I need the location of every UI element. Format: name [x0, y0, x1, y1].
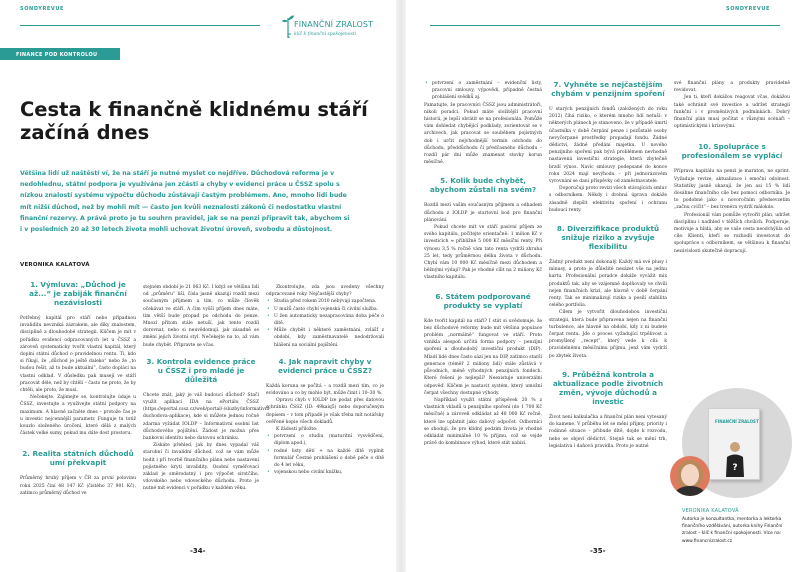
paragraph: U starých penzijních fondů (založených do roku 2012) číhá riziko, o kterém mnoho lidí netuší: v některých plánech je stanoveno, že v případě úmrtí účastníka v době čerpání penze i pozůstalé osoby nevyčerpané prostředky propadají fondu. Žádné dědictví, žádné předání majetku. U nového penzijního spoření pak bývá problémem nevhodně nastavená investiční strategie, která zbytečně brzdí výnos. Navíc smlouvy podepsané do konce roku 2024 mají nevýhodu – při jednorázovém vyrovnání se daní příspěvky od zaměstnavatele. [549, 107, 667, 185]
author-bio: Autorka je konzultantka, mentorka a lektorka finančního vzdělávání, autorka knihy Finanční zralost – klíč k finanční spokojenosti. Více na: www.financnizralost.cz [682, 517, 783, 544]
author-box [670, 370, 798, 570]
paragraph: Potřebný kapitál pro stáří nebo případnou invaliditu nevzniká zázrakem, ale díky znalostem, disciplíně a dlouhodobé strategii. Klíčem je mít v pořádku evidenci odpracovaných let u ČSSZ a zároveň systematicky tvořit vlastní kapitál, který doplní státní důchod o pravidelnou rentu. Ti, kdo si říkají, že „důchod je ještě daleko“ nebo že „to budou řešit, až to bude aktuální“, často doplácí na vlastní odklad. V důsledku pak musejí ve stáří pracovat déle, než by chtěli – často ne proto, že by chtěli, ale proto, že musí. [20, 316, 136, 394]
paragraph: Chcete znát, jaký je váš budoucí důchod? Stačí využít aplikaci IDA na ePortálu ČSSZ (https://eportal.cssz.cz/web/portal/-/sluzby/informativni-duchodova-aplikace), kde si můžete jednou ročně zdarma vyžádat IOLDP – Informativní osobní list důchodového pojištění. Žádost je možná přes bankovní identitu nebo datovou schránku. [143, 392, 271, 442]
paragraph: Průměrný hrubý příjem v ČR za první polovinu roku 2025 činí 48 147 Kč (čistého 37 901 Kč), zatímco průměrný důchod ve [20, 476, 136, 496]
paragraph: Každá koruna se počítá – a rozdíl mezi tím, co je evidováno a co by mohlo být, může činit i 10–30 %. [266, 383, 384, 397]
key-leaf-icon [282, 14, 294, 40]
paragraph: Rozdíl mezi vaším současným příjmem a odhadem důchodu z IOLDP je startovní bod pro finanční plánování. [424, 203, 542, 223]
right-column-1 [424, 80, 542, 447]
book-title: FINANČNÍ ZRALOST [715, 419, 759, 424]
paragraph: Zkontrolujte, zda jsou uvedeny všechny odpracované roky. Nejčastější chyby? [266, 285, 384, 298]
heading-7: 7. Vyhněte se nejčastějším chybám v penzijním spoření [551, 80, 665, 98]
svg-text:?: ? [732, 463, 738, 473]
heading-10: 10. Spolupráce s profesionálem se vyplácí [681, 142, 783, 161]
logo-tagline: klíč k finanční spokojenosti [294, 32, 357, 37]
bullet-list [266, 298, 384, 348]
paragraph: své finanční plány a produkty pravidelně revidovat. [674, 81, 790, 94]
heading-8: 8. Diverzifikace produktů snižuje riziko a zvyšuje flexibilitu [556, 224, 660, 252]
heading-4: 4. Jak napravit chyby v evidenci práce u ČSSZ? [277, 356, 372, 375]
list-item: • vojenskou nebo civilní knížku, [266, 469, 384, 476]
paragraph: Příprava kapitálu na penzi je maraton, ne sprint. Vyžaduje revize, aktualizace i emoční odolnost. Statistiky jasně ukazují, že jen asi 15 % lidí dosáhne finančního cíle bez pomoci odborníka. Je to podobné jako s novoročním předsevzetím „začnu cvičit“ – bez trenéra vydrží málokdo. [674, 169, 790, 211]
author-avatar [670, 456, 710, 496]
paragraph: Jen ti, kteří dokážou reagovat včas, dokážou také ochránit své investice a udržet strategii funkční i v proměnlivých podmínkách. Dobrý finanční plán musí počítat s různými scénáři – optimistickými i krizovými. [674, 95, 790, 130]
paragraph: Žádný produkt není dokonalý. Každý má své plusy i minusy, a proto je důležité nesázet vše na jednu kartu. Profesionální poradce dokáže vyvážit mix produktů tak, aby se vzájemně doplňovaly ve chvíli nejen finančních krizí, ale hlavně v době čerpání renty. Tak se minimalizují rizika a posílí stabilita celého portfolia. [549, 260, 667, 309]
logo-title: FINANČNÍ ZRALOST [294, 20, 374, 29]
header-rule-left [20, 25, 260, 26]
person-figure-icon [725, 441, 745, 477]
brand-label-right: SONDYREVUE [726, 6, 771, 12]
section-tag: FINANCE POD KONTROLOU [0, 48, 120, 60]
left-column-3 [266, 284, 384, 476]
right-column-2 [549, 80, 667, 450]
article-title: Cesta k finančně klidnému stáří začíná dnes [20, 98, 368, 144]
byline: VERONIKA KALATOVÁ [20, 262, 90, 268]
paragraph: stejném období je 21 063 Kč. I když se většina lidí od „průměru“ liší, čísla jasně ukazují rozdíl mezi současným příjmem a tím, co může člověk očekávat ve stáří. A čím vyšší příjem dnes máte, tím větší bude propad po odchodu do penze. Mnozí přitom stále netuší, jak tento rozdíl dorovnat, nebo si neuvědomují, jak zásadně se změní jejich životní styl. Nečekejte na to, až vám bude chybět. Připravte se včas. [143, 285, 259, 348]
heading-5: 5. Kolik bude chybět, abychom zůstali na svém? [429, 176, 537, 195]
page-number-left: -34- [190, 547, 206, 555]
bullet-list [266, 433, 384, 476]
list-item: • rodné listy dětí + na každé dítě vyplnit formulář Čestné prohlášení o době péče o dítě do 4 let věku, [266, 448, 384, 470]
right-column-3 [674, 80, 790, 255]
heading-9: 9. Průběžná kontrola a aktualizace podle životních změn, vývoje důchodů a investic [552, 369, 664, 406]
paragraph: Nečekejte. Zajímejte se, kontrolujte údaje u ČSSZ, investujte a využívejte státní podpory na maximum. A hlavně začněte dnes – protože čas je u investic nejcennější parametr. Funguje tu totiž kouzlo složeného úročení, které dělá z malých částek velké sumy, pokud mu dáte dost prostoru. [20, 395, 136, 437]
paragraph: Profesionál vám pomůže vytvořit plán, udržet disciplínu i nadhled v těžších chvílích. Podporuje, motivuje a hlídá, aby se vaše cesta neodchýlila od cíle. Klienti, kteří se rozhodli investovat do spolupráce s odborníkem, se většinou k finanční nezávislosti skutečně dopracují. [674, 212, 790, 254]
paragraph: Získáte přehled, jak by dnes vypadal váš starobní či invalidní důchod, což se vám může hodit i při tvorbě finančního plánu nebo nastavení pojistného krytí invalidity. Osobní vyměřovací základ je směrodatný i pro výpočet sirotčího, vdovského nebo vdoveckého důchodu. Proto je nutné mít evidenci v pořádku v každém věku. [143, 443, 259, 492]
paragraph: Doporučuji proto revizi všech stávajících smluv s odborníkem. Někdy i drobná úprava dokáže zásadně zlepšit efektivitu spoření i ochranu budoucí renty. [549, 186, 667, 213]
page-gutter [396, 0, 406, 572]
article-lead: Většina lidí už naštěstí ví, že na stáří je nutné myslet co nejdříve. Důchodová reforma je v nedohlednu, státní podpora je využívána jen zčásti a chyby v evidenci práce u ČSSZ spolu s nízkou znalostí systému výpočtu důchodu zůstávají častým problémem. Ano, mnoho lidí bude mít nižší důchod, než by mohli mít — často jen kvůli neznalosti zákonů či nedostatku vlastní finanční rezervy. A právě proto je tu souhrn pravidel, jak se na penzi připravit tak, abychom si i v posledních 20 až 30 letech života mohli uchovat životní úroveň, svobodu a důstojnost. [20, 170, 350, 234]
header-rule-right [430, 25, 780, 26]
list-item: • U mužů často chybí vojenská či civilní služba. [266, 306, 384, 313]
author-name: VERONIKA KALATOVÁ [682, 508, 739, 514]
paragraph: Pamatujte, že pracovníci ČSSZ jsou administrátoři, nikoli poradci. Pokud máte složitější pracovní historii, je lepší obrátit se na profesionála. Pomůže vám dohledat chybějící podklady, zorientovat se v archivech, jak pracovat se souběhem pojistných dob i určit nejvhodnější termín odchodu do důchodu, předdůchodu či předčasného důchodu – rozdíl pár dní může znamenat stovky korun měsíčně. [424, 102, 542, 166]
paragraph: Kde tvořit kapitál na stáří? I stát si uvědomuje, že bez důchodové reformy bude mít většina populace problém „normálně“ fungovat ve stáří. Proto vznikla alespoň určitá forma podpory – penzijní spoření a dlouhodobý investiční produkt (DIP). Mladí lidé dnes často sází jen na DIP, zatímco starší generace (téměř 2 miliony lidí) stále zůstává v původních, méně výhodných penzijních fondech. Které řešení je nejlepší? Neexistuje univerzální odpověď. Klíčem je nastavit systém, který umožní čerpat všechny dostupné výhody. [424, 318, 542, 396]
left-column-2 [143, 284, 271, 493]
paragraph: Například využít státní příspěvek 20 % z vlastních vkladů u penzijního spoření (do 1 700 Kč měsíčně) a zároveň odkládat až 48 000 Kč ročně, které lze uplatnit jako daňový odpočet. Odborníci se shodují, že pro klidný podzim života je vhodné odkládat minimálně 10 % příjmu, což se vejde právě do kombinace výhod, které stát nabízí. [424, 397, 542, 447]
heading-3: 3. Kontrola evidence práce u ČSSZ i pro mladé je důležitá [146, 356, 256, 384]
list-item: • potvrzení o zaměstnání – evidenční listy, pracovní smlouvy, výpovědi, případně čestná prohlášení svědků aj. [424, 80, 542, 102]
book-cover-image [708, 408, 760, 480]
paragraph: Pokud chcete mít ve stáří pasivní příjem ze svého kapitálu, počítejte orientačně: 1 milion Kč v investicích ≈ přibližně 5 000 Kč měsíční renty. Při výnosu 3,5 % ročně vám tato renta vydrží zhruba 25 let, tedy průměrnou délku života v důchodu. Chybí vám 10 000 Kč měsíčně mezi důchodem a běžnými výdaji? Pak je vhodné cílit na 2 miliony Kč vlastního kapitálu. [424, 225, 542, 281]
logo [282, 12, 382, 42]
brand-label-left: SONDYREVUE [20, 6, 65, 12]
paragraph: Život není kalkulačka a finanční plán není vytesaný do kamene. V průběhu let se mění příjmy, priority i rodinné situace – přibude dítě, dojde k rozvodu, nebo se objeví dědictví. Stejně tak se mění trh, legislativa i daňová pravidla. Proto je nutné [549, 414, 667, 449]
left-column-1 [20, 274, 136, 497]
list-item: • U žen automaticky nezapracována doba péče o dítě. [266, 313, 384, 327]
paragraph: Cílem je vytvořit dlouhodobou investiční strategii, která bude připravena nejen na finanční turbulence, ale hlavně na období, kdy z ní budete čerpat rentu. Jde o proces vyžadující trpělivost a promyšlený „recept“, který vede k cíli: k pravidelnému měsíčnímu příjmu, jenž vám vydrží po zbytek života. [549, 310, 667, 359]
paragraph: Opravu chyb v IOLDP lze podat přes datovou schránku ČSSZ (ID: 49kaiq5) nebo doporučeným dopisem – v tom případě je však třeba mít notářsky ověřené kopie všech dokladů. [266, 398, 384, 425]
bullet-list [424, 80, 542, 102]
heading-6: 6. Státem podporované produkty se vyplatí [435, 291, 531, 310]
list-item: • Může chybět i některé zaměstnání, zvlášť z období, kdy zaměstnavatelé nedodržovali hlášení na sociální pojištění. [266, 327, 384, 349]
page-number-right: -35- [590, 547, 606, 555]
paragraph: K žádosti přiložte: [276, 427, 318, 433]
heading-2: 2. Realita státních důchodů umí překvapit [22, 449, 134, 468]
heading-1: 1. Výmluva: „Důchod je až...“ je zabiják finanční nezávislosti [29, 280, 127, 307]
list-item: • Studia před rokem 2010 nebývají započtena. [266, 298, 384, 305]
list-item: • potvrzení o studiu (maturitní vysvědčení, diplom apod.), [266, 433, 384, 447]
